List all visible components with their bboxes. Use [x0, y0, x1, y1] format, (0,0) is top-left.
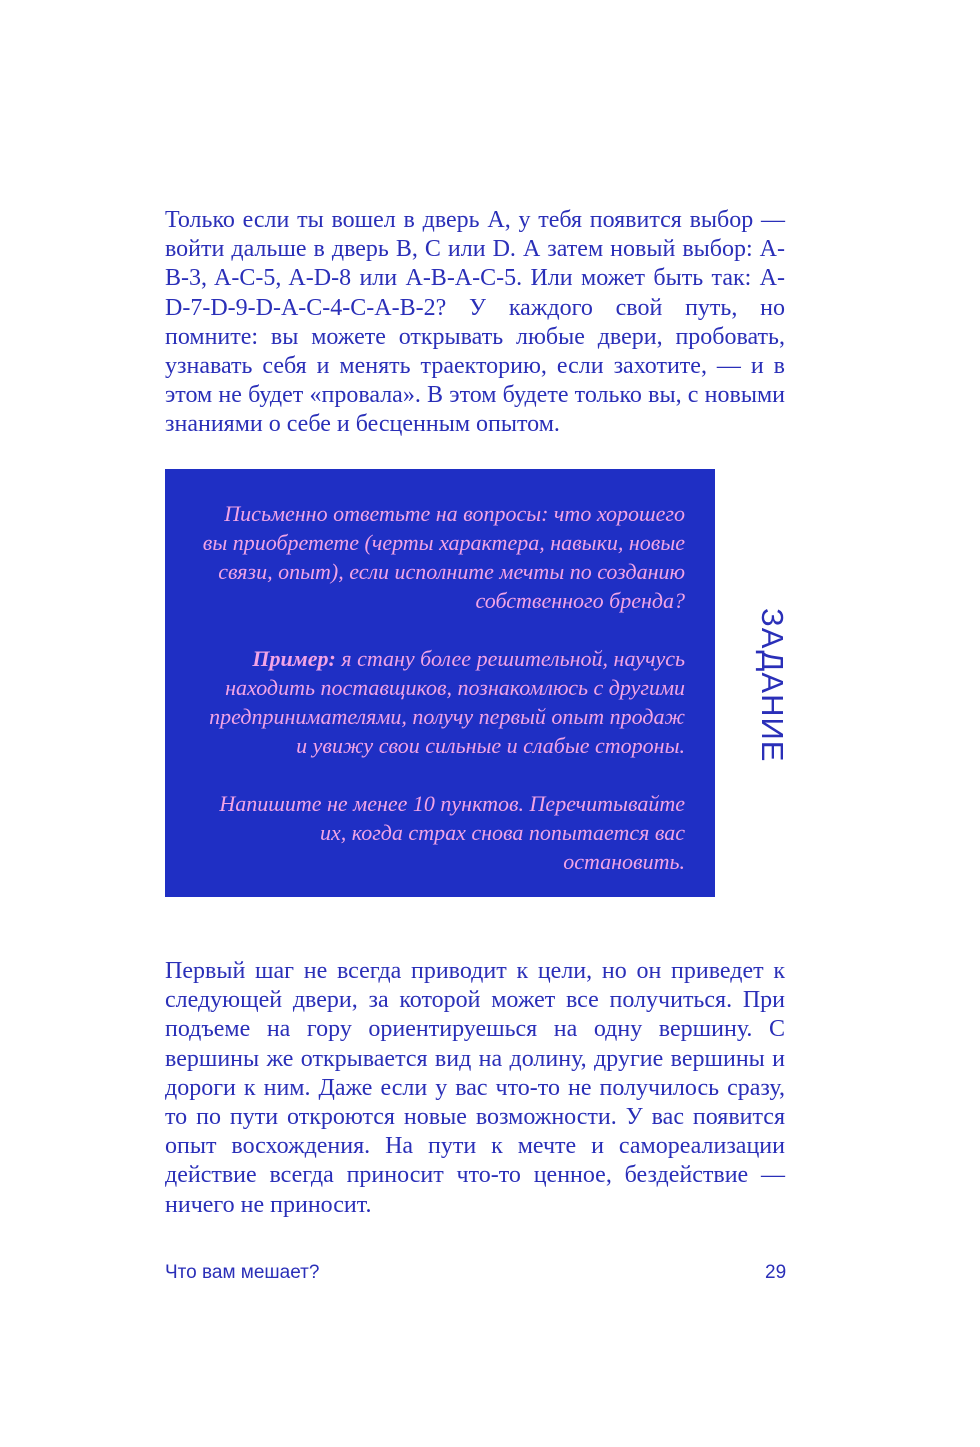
paragraph-text: Первый шаг не всегда приводит к цели, но он приведет к следующей двери, за которой может все получиться. При подъеме на гору ориентируешься на одну вершину. С вершины же открывается вид на долину, другие вершины и дороги к ним. Даже если у вас что-то не получилось сразу, то по пути откроются новые возможности. У вас появится опыт восхождения. На пути к мечте и самореализации действие всегда приносит что-то ценное, бездействие — ничего не приносит.: [165, 958, 785, 1218]
running-footer-title: Что вам мешает?: [165, 1262, 320, 1283]
task-side-label: ЗАДАНИЕ: [755, 608, 790, 763]
example-label: Пример:: [252, 646, 336, 671]
body-paragraph-1: [165, 206, 785, 440]
page-number: 29: [765, 1262, 787, 1283]
task-instruction: Напишите не менее 10 пунктов. Перечитывайте их, когда страх снова попытается вас остановить.: [219, 791, 685, 874]
task-question: Письменно ответьте на вопросы: что хорошего вы приобретете (черты характера, навыки, новые связи, опыт), если исполните мечты по созданию собственного бренда?: [202, 501, 685, 613]
paragraph-text: Только если ты вошел в дверь А, у тебя появится выбор — войти дальше в дверь B, C или D. А затем новый выбор: A-B-3, A-C-5, A-D-8 или A-B-A-C-5. Или может быть так: A-D-7-D-9-D-A-C-4-C-A-B-2? У каждого свой путь, но помните: вы можете открывать любые двери, пробовать, узнавать себя и менять траекторию, если захотите, — и в этом не будет «провала». В этом будете только вы, с новыми знаниями о себе и бесценным опытом.: [165, 207, 785, 438]
task-box: [165, 469, 715, 897]
example-text: я стану более решительной, научусь находить поставщиков, познакомлюсь с другими предпринимателями, получу первый опыт продаж и увижу свои сильные и слабые стороны.: [209, 646, 685, 758]
task-example: [195, 644, 685, 760]
body-paragraph-2: [165, 957, 785, 1220]
